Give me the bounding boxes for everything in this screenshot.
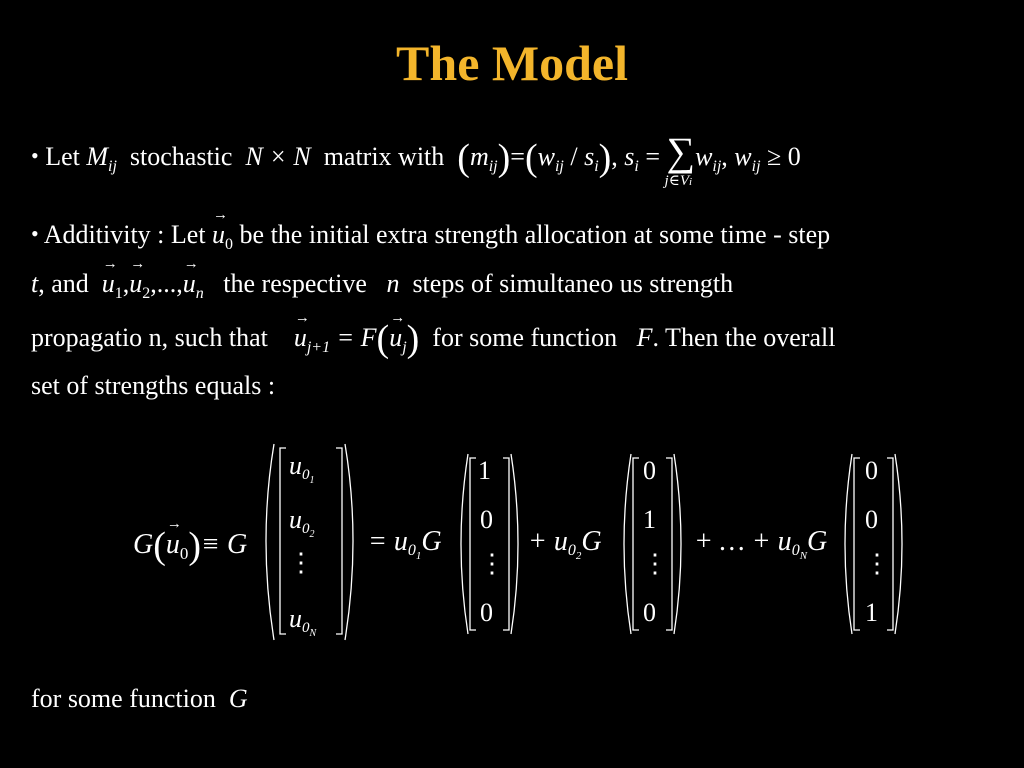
col-entry: ⋮ [479,549,505,578]
col-entry: ⋮ [288,548,314,577]
slide-title: The Model [396,35,628,91]
term-1: = $u0_1G$ [368,526,442,562]
lhs-G: $G(\to u_0)\equiv G$ [133,524,247,568]
col-entry: ⋮ [642,549,668,578]
text: matrix with [323,142,445,171]
vector-u: → u [212,220,225,250]
symbol-m: m [469,142,489,171]
additivity-line: • Additivity : Let → $u_0$ be the initial extra strength allocation at some time - step [31,220,830,254]
bullet: • [31,143,39,168]
equals: = [510,142,525,171]
summation-sign: ∑ j∈Vi [664,129,696,189]
term-N: + … + $u0_NG$ [694,526,828,562]
symbol-NxN: N × N [245,142,311,171]
text: stochastic [129,142,233,171]
subscript: ij [108,158,117,175]
symbol-s: s [624,142,635,171]
col-entry: 0 [865,456,878,485]
footer-line: for some function G [31,684,248,713]
subscript: i [594,158,599,175]
col-entry: 0 [865,505,878,534]
col-entry: ⋮ [864,549,890,578]
propagation-line: propagatio n, such that → $u_{j+1} = F(\to u_j)$ for some function F. Then the overall [31,317,835,361]
text: Additivity : Let [43,220,206,249]
subscript: ij [488,158,498,175]
equals-line: set of strengths equals : [31,371,276,400]
slash: / [563,142,585,171]
col-entry: 1 [478,456,491,485]
col-entry: 0 [643,598,656,627]
symbol-M: M [86,142,109,171]
symbol-w: w [537,142,555,171]
col-entry: 1 [643,505,656,534]
col-entry: $u0_N$ [289,604,317,639]
subscript: ij [554,158,564,175]
col-entry: $u0_2$ [289,505,315,540]
text: be the initial extra strength allocation at some time - step [239,220,831,249]
definition-line: • Let $M_{ij}$ stochastic N × N matrix with $(m_{ij})=(w_{ij} / s_i)$, $s_i$ = ∑ j∈Vi $w_{ij}$, $w_{ij} \ge 0$ [31,129,801,189]
term-2: + $u0_2G$ [528,526,602,562]
col-entry: 0 [480,505,493,534]
text: Let [45,142,80,171]
symbol-s: s [584,142,595,171]
col-entry: $u0_1$ [289,451,315,486]
col-entry: 0 [643,456,656,485]
steps-line: t, and → $u_1,\to u_2,...,\to u_n$ the respective n steps of simultaneo us strength [31,269,733,303]
col-entry: 1 [865,598,878,627]
geq-zero: ≥ 0 [767,142,801,171]
col-entry: 0 [480,598,493,627]
